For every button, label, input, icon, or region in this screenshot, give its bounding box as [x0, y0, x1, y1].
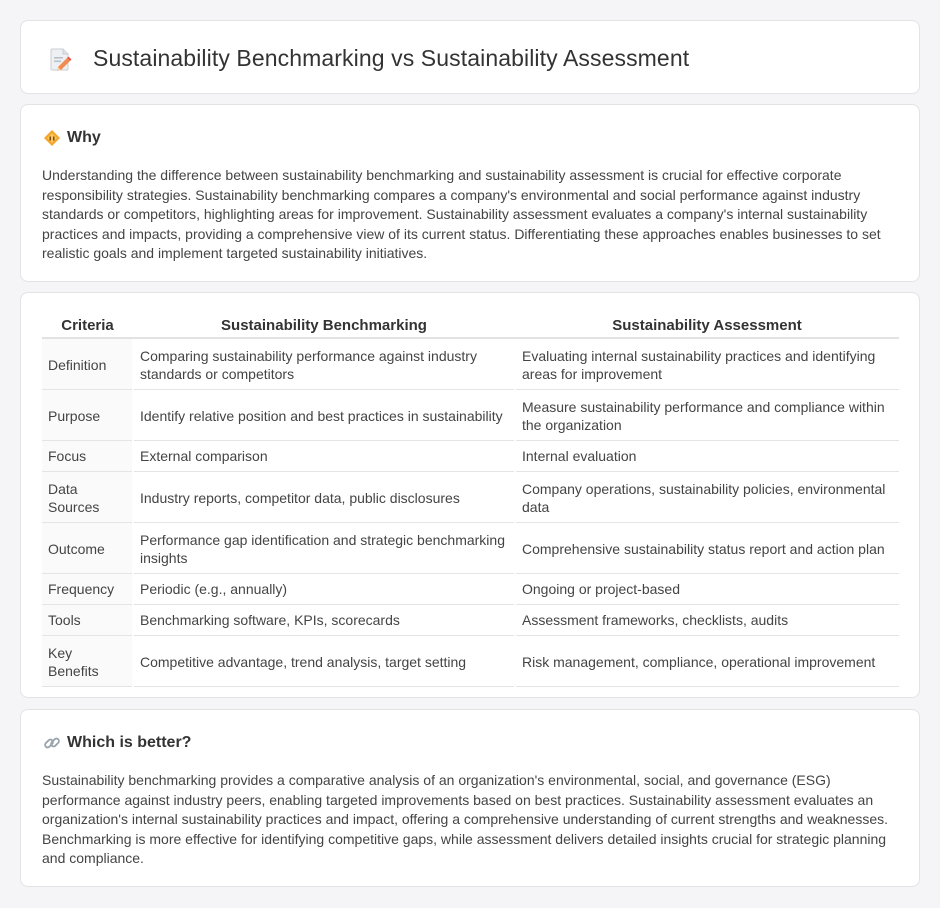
- comparison-table: [42, 315, 899, 687]
- assessment-cell: Ongoing or project-based: [515, 574, 899, 605]
- criteria-cell: Definition: [42, 338, 133, 390]
- criteria-cell: Frequency: [42, 574, 133, 605]
- criteria-cell: Tools: [42, 605, 133, 636]
- table-row: [42, 338, 899, 390]
- assessment-cell: Comprehensive sustainability status report and action plan: [515, 523, 899, 574]
- table-row: [42, 390, 899, 441]
- header-criteria: Criteria: [42, 315, 133, 338]
- why-heading-row: [43, 129, 101, 147]
- better-heading-row: [43, 734, 191, 752]
- table-row: [42, 441, 899, 472]
- criteria-cell: Data Sources: [42, 472, 133, 523]
- document-pencil-icon: [47, 46, 73, 72]
- assessment-cell: Evaluating internal sustainability practices and identifying areas for improvement: [515, 338, 899, 390]
- header-assessment: Sustainability Assessment: [515, 315, 899, 338]
- header-benchmarking: Sustainability Benchmarking: [133, 315, 515, 338]
- why-section: [20, 104, 920, 282]
- benchmarking-cell: Periodic (e.g., annually): [133, 574, 515, 605]
- comparison-section: [20, 292, 920, 698]
- title-row: [47, 45, 689, 72]
- title-card: [20, 20, 920, 94]
- better-heading: Which is better?: [67, 734, 192, 751]
- benchmarking-cell: Benchmarking software, KPIs, scorecards: [133, 605, 515, 636]
- assessment-cell: Assessment frameworks, checklists, audits: [515, 605, 899, 636]
- diamond-icon: [43, 129, 61, 147]
- assessment-cell: Risk management, compliance, operational improvement: [515, 636, 899, 687]
- benchmarking-cell: Performance gap identification and strategic benchmarking insights: [133, 523, 515, 574]
- assessment-cell: Company operations, sustainability policies, environmental data: [515, 472, 899, 523]
- table-header-row: [42, 315, 899, 338]
- table-row: [42, 472, 899, 523]
- benchmarking-cell: Competitive advantage, trend analysis, target setting: [133, 636, 515, 687]
- link-icon: [43, 734, 61, 752]
- benchmarking-cell: Identify relative position and best practices in sustainability: [133, 390, 515, 441]
- why-body: Understanding the difference between sustainability benchmarking and sustainability assessment is crucial for effective corporate responsibility strategies. Sustainability benchmarking compares a company's environmental and social performance against industry standards or competitors, highlighting areas for improvement. Sustainability assessment evaluates a company's internal sustainability practices and impacts, providing a comprehensive view of its current status. Differentiating these approaches enables businesses to set realistic goals and implement targeted sustainability initiatives.: [42, 167, 881, 262]
- benchmarking-cell: External comparison: [133, 441, 515, 472]
- benchmarking-cell: Comparing sustainability performance against industry standards or competitors: [133, 338, 515, 390]
- benchmarking-cell: Industry reports, competitor data, public disclosures: [133, 472, 515, 523]
- table-row: [42, 605, 899, 636]
- assessment-cell: Measure sustainability performance and compliance within the organization: [515, 390, 899, 441]
- page-title: Sustainability Benchmarking vs Sustainability Assessment: [93, 45, 690, 71]
- why-heading: Why: [67, 129, 101, 146]
- criteria-cell: Purpose: [42, 390, 133, 441]
- criteria-cell: Key Benefits: [42, 636, 133, 687]
- criteria-cell: Focus: [42, 441, 133, 472]
- table-row: [42, 523, 899, 574]
- table-row: [42, 636, 899, 687]
- assessment-cell: Internal evaluation: [515, 441, 899, 472]
- better-body: Sustainability benchmarking provides a comparative analysis of an organization's environmental, social, and governance (ESG) performance against industry peers, enabling targeted improvements based on best practices. Sustainability assessment evaluates an organization's internal sustainability practices and impact, offering a comprehensive understanding of current strengths and weaknesses. Benchmarking is more effective for identifying competitive gaps, while assessment delivers detailed insights crucial for strategic planning and compliance.: [42, 772, 889, 867]
- criteria-cell: Outcome: [42, 523, 133, 574]
- table-row: [42, 574, 899, 605]
- which-is-better-section: [20, 709, 920, 887]
